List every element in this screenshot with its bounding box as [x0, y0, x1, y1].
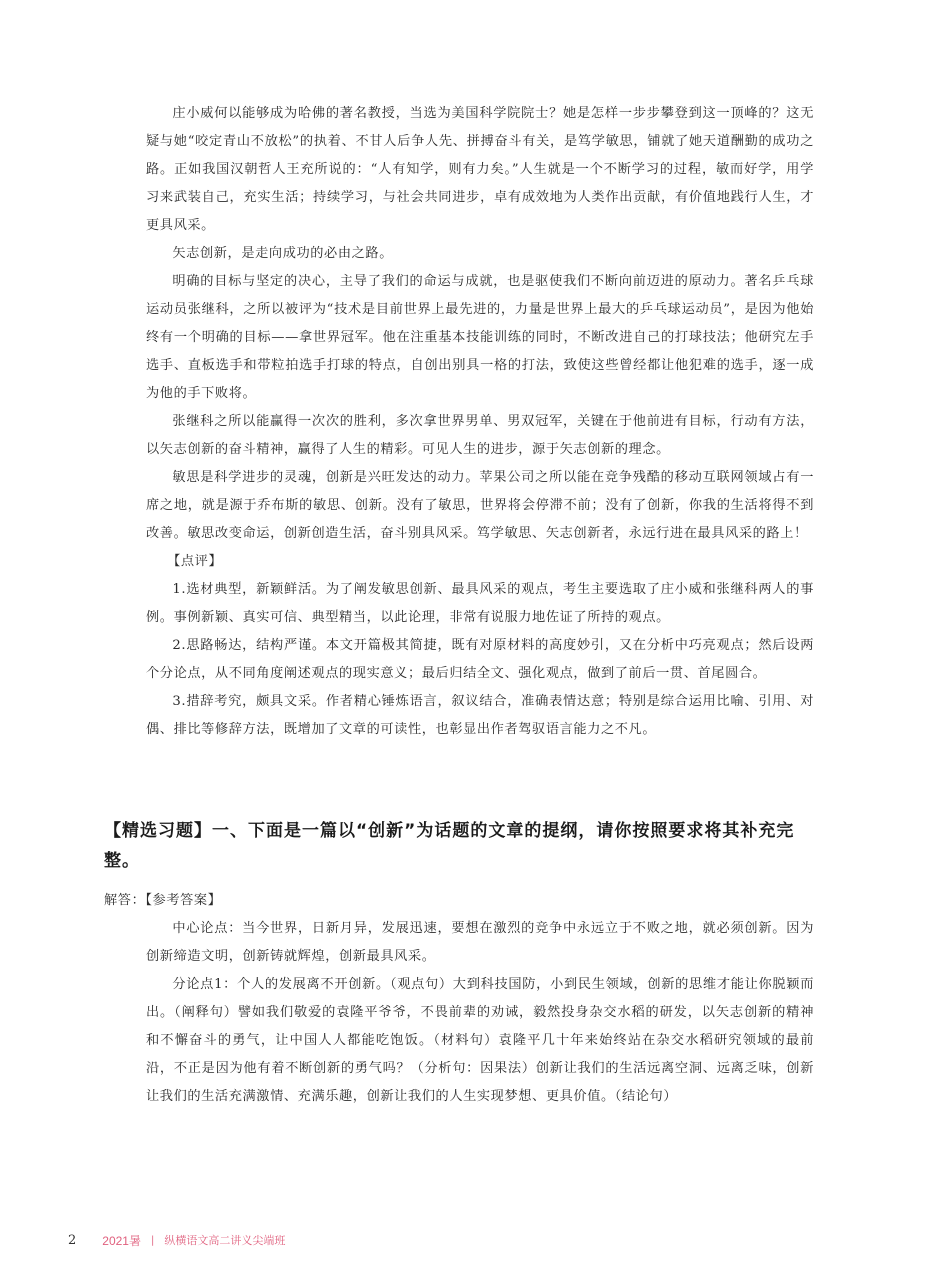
- article-body: [146, 100, 814, 744]
- article-paragraph: 明确的目标与坚定的决心，主导了我们的命运与成就，也是驱使我们不断向前迈进的原动力。著名乒乓球运动员张继科，之所以被评为“技术是目前世界上最先进的，力量是世界上最大的乒乓球运动员”，是因为他始终有一个明确的目标——拿世界冠军。他在注重基本技能训练的同时，不断改进自己的打球技法；他研究左手选手、直板选手和带粒拍选手打球的特点，自创出别具一格的打法，致使这些曾经都让他犯难的选手，逐一成为他的手下败将。: [146, 274, 814, 401]
- review-point: 1.选材典型，新颖鲜活。为了阐发敏思创新、最具风采的观点，考生主要选取了庄小威和张继科两人的事例。事例新颖、真实可信、典型精当，以此论理，非常有说服力地佐证了所持的观点。: [146, 582, 814, 625]
- answer-paragraph: 中心论点：当今世界，日新月异，发展迅速，要想在激烈的竞争中永远立于不败之地，就必须创新。因为创新缔造文明，创新铸就辉煌，创新最具风采。: [146, 921, 814, 964]
- review-point: 2.思路畅达，结构严谨。本文开篇极其简捷，既有对原材料的高度妙引，又在分析中巧亮观点；然后设两个分论点，从不同角度阐述观点的现实意义；最后归结全文、强化观点，做到了前后一贯、首尾圆合。: [146, 638, 814, 681]
- answer-label: 解答：【参考答案】: [104, 893, 222, 908]
- article-paragraph: 敏思是科学进步的灵魂，创新是兴旺发达的动力。苹果公司之所以能在竞争残酷的移动互联网领域占有一席之地，就是源于乔布斯的敏思、创新。没有了敏思，世界将会停滞不前；没有了创新，你我的生活将得不到改善。敏思改变命运，创新创造生活，奋斗别具风采。笃学敏思、矢志创新者，永远行进在最具风采的路上！: [146, 470, 814, 541]
- exercise-heading: 【精选习题】一、下面是一篇以“创新”为话题的文章的提纲，请你按照要求将其补充完整。: [104, 821, 795, 871]
- footer-divider: |: [150, 1235, 155, 1246]
- answer-body: [146, 915, 814, 1111]
- article-paragraph: 庄小威何以能够成为哈佛的著名教授，当选为美国科学院院士？她是怎样一步步攀登到这一顶峰的？这无疑与她“咬定青山不放松”的执着、不甘人后争人先、拼搏奋斗有关，是笃学敏思，铺就了她天道酬勤的成功之路。正如我国汉朝哲人王充所说的：“人有知学，则有力矣。”人生就是一个不断学习的过程，敏而好学，用学习来武装自己，充实生活；持续学习，与社会共同进步，卓有成效地为人类作出贡献，有价值地践行人生，才更具风采。: [146, 106, 814, 233]
- page-number: 2: [68, 1233, 77, 1248]
- page-footer: [68, 1231, 285, 1251]
- footer-year: 2021暑: [102, 1234, 141, 1248]
- footer-series-title: 纵横语文高二讲义尖端班: [164, 1234, 286, 1247]
- review-label: 【点评】: [167, 554, 223, 569]
- article-paragraph: 矢志创新，是走向成功的必由之路。: [172, 246, 393, 261]
- answer-paragraph: 分论点1：个人的发展离不开创新。（观点句）大到科技国防，小到民生领域，创新的思维才能让你脱颖而出。（阐释句）譬如我们敬爱的袁隆平爷爷，不畏前辈的劝诫，毅然投身杂交水稻的研发，以矢志创新的精神和不懈奋斗的勇气，让中国人人都能吃饱饭。（材料句）袁隆平几十年来始终站在杂交水稻研究领域的最前沿，不正是因为他有着不断创新的勇气吗？（分析句：因果法）创新让我们的生活远离空洞、远离乏味，创新让我们的生活充满激情、充满乐趣，创新让我们的人生实现梦想、更具价值。（结论句）: [146, 977, 814, 1104]
- article-paragraph: 张继科之所以能赢得一次次的胜利，多次拿世界男单、男双冠军，关键在于他前进有目标，行动有方法，以矢志创新的奋斗精神，赢得了人生的精彩。可见人生的进步，源于矢志创新的理念。: [146, 414, 814, 457]
- review-point: 3.措辞考究，颇具文采。作者精心锤炼语言，叙议结合，准确表情达意；特别是综合运用比喻、引用、对偶、排比等修辞方法，既增加了文章的可读性，也彰显出作者驾驭语言能力之不凡。: [146, 694, 814, 737]
